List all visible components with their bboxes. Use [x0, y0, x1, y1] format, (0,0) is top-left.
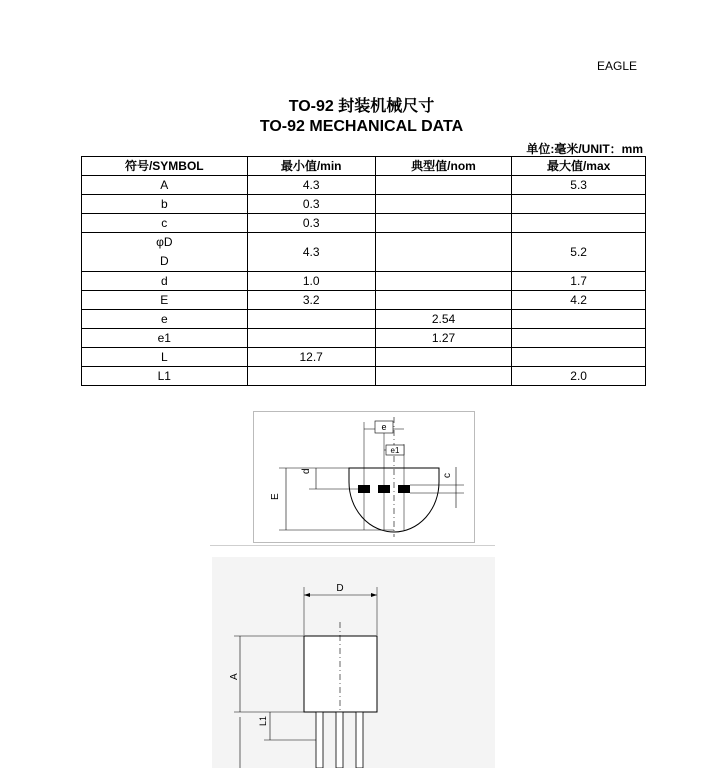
dim-E-label: E	[270, 493, 281, 500]
table-row	[82, 348, 646, 367]
cell-min: 4.3	[247, 233, 375, 272]
cell-symbol: L	[82, 348, 248, 367]
cell-symbol: E	[82, 291, 248, 310]
lead-3	[356, 712, 363, 768]
cell-nom	[375, 367, 511, 386]
cell-nom	[375, 214, 511, 233]
cell-symbol: L1	[82, 367, 248, 386]
cell-max: 5.2	[512, 233, 646, 272]
separator-line	[210, 545, 495, 546]
cell-min	[247, 367, 375, 386]
cell-nom	[375, 348, 511, 367]
top-view-svg	[254, 412, 474, 542]
cell-min	[247, 310, 375, 329]
top-view-drawing	[253, 411, 475, 543]
cell-symbol-line1: φD	[156, 235, 173, 249]
dim-L1-label: L1	[258, 715, 268, 726]
cell-max	[512, 329, 646, 348]
cell-min: 3.2	[247, 291, 375, 310]
cell-min: 0.3	[247, 195, 375, 214]
side-view-drawing	[212, 557, 495, 768]
dim-e-label: e	[381, 422, 387, 432]
table-row	[82, 195, 646, 214]
cell-symbol: e	[82, 310, 248, 329]
table-row	[82, 310, 646, 329]
cell-min: 1.0	[247, 272, 375, 291]
table-row	[82, 214, 646, 233]
cell-min: 0.3	[247, 214, 375, 233]
cell-symbol: b	[82, 195, 248, 214]
cell-symbol: e1	[82, 329, 248, 348]
cell-nom	[375, 272, 511, 291]
column-header-symbol: 符号/SYMBOL	[82, 157, 248, 176]
title-english: TO-92 MECHANICAL DATA	[259, 118, 464, 135]
dim-A-label: A	[229, 673, 240, 680]
table-row	[82, 291, 646, 310]
side-view-svg	[212, 557, 495, 768]
dim-e1-label: e1	[390, 446, 400, 455]
cell-max: 1.7	[512, 272, 646, 291]
cell-max	[512, 310, 646, 329]
cell-nom	[375, 176, 511, 195]
unit-label: 单位:毫米/UNIT：mm	[526, 142, 643, 156]
cell-symbol: A	[82, 176, 248, 195]
cell-min: 12.7	[247, 348, 375, 367]
lead-2	[336, 712, 343, 768]
brand-label: EAGLE	[597, 59, 638, 73]
dim-c-label: c	[442, 473, 453, 478]
title-chinese: TO-92 封装机械尺寸	[288, 98, 435, 115]
column-header-max: 最大值/max	[512, 157, 646, 176]
cell-max: 5.3	[512, 176, 646, 195]
table-header-row	[82, 157, 646, 176]
cell-max	[512, 214, 646, 233]
table-row	[82, 176, 646, 195]
cell-symbol: d	[82, 272, 248, 291]
cell-nom: 2.54	[375, 310, 511, 329]
table-row	[82, 329, 646, 348]
cell-nom	[375, 233, 511, 272]
cell-nom	[375, 195, 511, 214]
cell-max: 2.0	[512, 367, 646, 386]
cell-min: 4.3	[247, 176, 375, 195]
cell-nom	[375, 291, 511, 310]
cell-symbol: c	[82, 214, 248, 233]
cell-min	[247, 329, 375, 348]
cell-max	[512, 195, 646, 214]
dimensions-table	[81, 156, 646, 386]
dim-D-label: D	[336, 583, 344, 594]
column-header-min: 最小值/min	[247, 157, 375, 176]
cell-max	[512, 348, 646, 367]
dim-d-label: d	[301, 468, 312, 474]
cell-symbol-line2: D	[159, 254, 169, 268]
table-row	[82, 367, 646, 386]
table-row	[82, 272, 646, 291]
table-row	[82, 233, 646, 272]
cell-nom: 1.27	[375, 329, 511, 348]
cell-symbol	[82, 233, 248, 272]
package-body	[304, 636, 377, 712]
cell-max: 4.2	[512, 291, 646, 310]
lead-1	[316, 712, 323, 768]
column-header-nom: 典型值/nom	[375, 157, 511, 176]
